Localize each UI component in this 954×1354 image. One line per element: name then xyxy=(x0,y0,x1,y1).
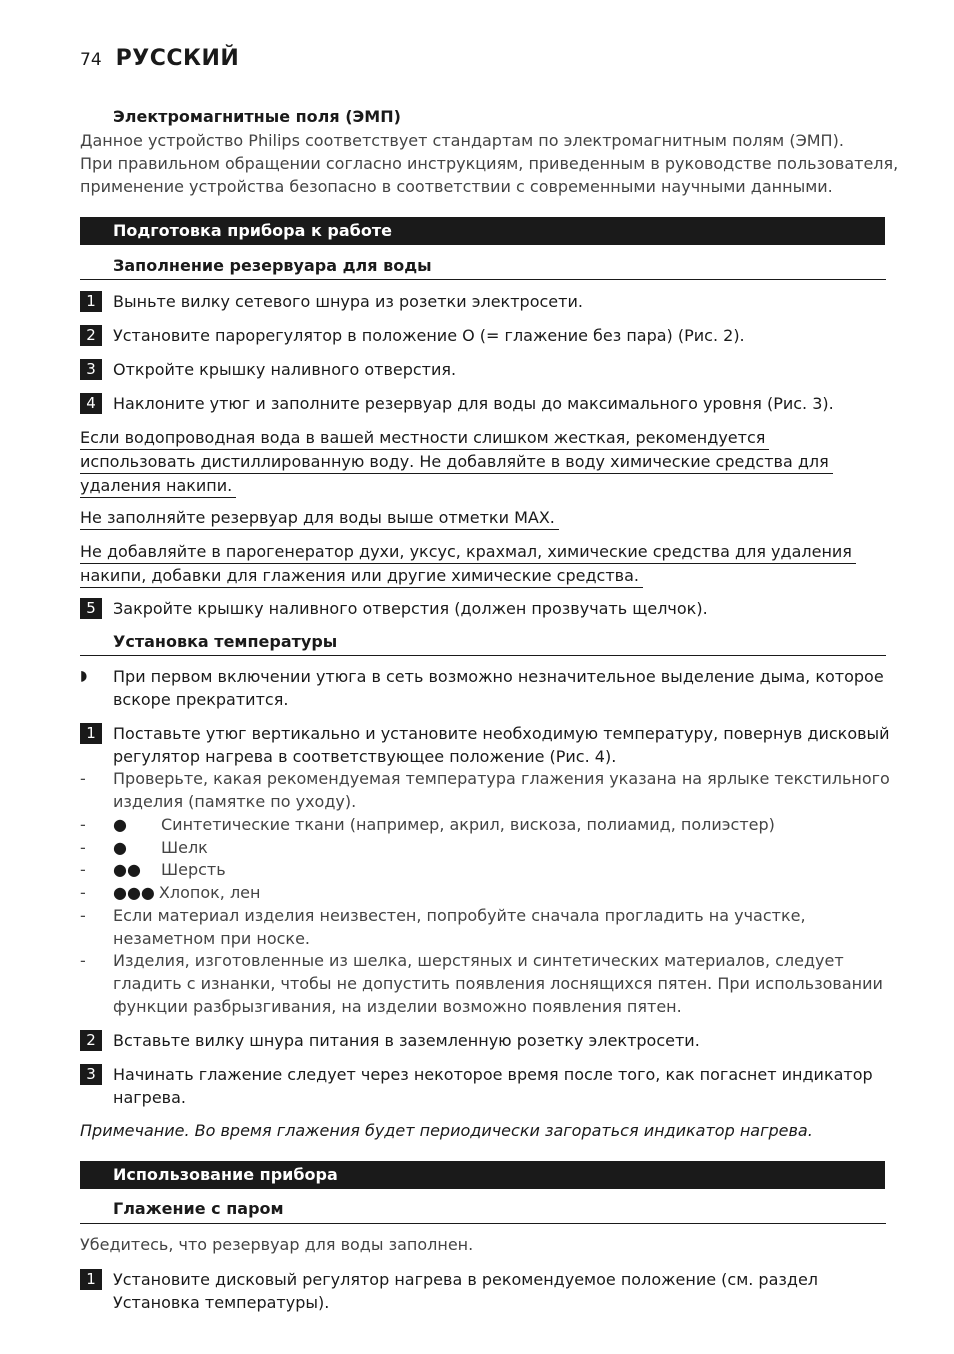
step-text: Установите дисковый регулятор нагрева в рекомендуемое положение (см. раздел Установка температуры). xyxy=(113,1270,819,1312)
step-text: Вставьте вилку шнура питания в заземленную розетку электросети. xyxy=(113,1031,700,1050)
dash-mark: - xyxy=(80,769,86,788)
emf-heading: Электромагнитные поля (ЭМП) xyxy=(113,107,401,126)
emf-line: Данное устройство Philips соответствует стандартам по электромагнитным полям (ЭМП). xyxy=(80,131,844,150)
dash-text: Проверьте, какая рекомендуемая температура глажения указана на ярлыке текстильного изделия (памятке по уходу). xyxy=(113,769,890,811)
step-4 xyxy=(80,392,890,415)
warning-hard-water xyxy=(80,426,833,498)
step-3 xyxy=(80,358,890,381)
subheading-steam-ironing: Глажение с паром xyxy=(113,1199,284,1218)
step-text: Поставьте утюг вертикально и установите необходимую температуру, повернув дисковый регулятор нагрева в соответствующее положение (Рис. 4). xyxy=(113,724,890,766)
dot-item xyxy=(80,881,890,904)
step-text: Закройте крышку наливного отверстия (должен прозвучать щелчок). xyxy=(113,599,708,618)
temp-step-3 xyxy=(80,1063,890,1109)
warning-additives xyxy=(80,540,856,588)
dash-mark: - xyxy=(80,951,86,970)
dot-label: Синтетические ткани (например, акрил, вискоза, полиамид, полиэстер) xyxy=(161,815,775,834)
use-step-1 xyxy=(80,1268,890,1314)
step-number: 2 xyxy=(80,1030,102,1051)
dash-mark: - xyxy=(80,815,86,834)
step-text: Начинать глажение следует через некоторое время после того, как погаснет индикатор нагрева. xyxy=(113,1065,873,1107)
divider xyxy=(80,655,886,656)
page-number: 74 xyxy=(80,50,102,70)
step-5 xyxy=(80,597,890,620)
emf-line: применение устройства безопасно в соответствии с современными научными данными. xyxy=(80,177,833,196)
emf-text xyxy=(80,129,900,198)
temperature-dots-icon: ●●● xyxy=(113,883,155,902)
dot-label: Хлопок, лен xyxy=(158,883,261,902)
temperature-dots-icon: ●● xyxy=(113,860,141,879)
dash-mark: - xyxy=(80,883,86,902)
step-number: 1 xyxy=(80,723,102,744)
emf-line: При правильном обращении согласно инструкциям, приведенным в руководстве пользователя, xyxy=(80,154,899,173)
step-text: Выньте вилку сетевого шнура из розетки электросети. xyxy=(113,292,583,311)
warning-line: удаления накипи. xyxy=(80,474,236,498)
dash-text: Если материал изделия неизвестен, попробуйте сначала прогладить на участке, незаметном при носке. xyxy=(113,906,806,948)
step-number: 1 xyxy=(80,1269,102,1290)
dot-item xyxy=(80,813,890,836)
divider xyxy=(80,279,886,280)
temp-step-1 xyxy=(80,722,890,768)
step-1 xyxy=(80,290,890,313)
temp-step-2 xyxy=(80,1029,890,1052)
step-text: Наклоните утюг и заполните резервуар для воды до максимального уровня (Рис. 3). xyxy=(113,394,834,413)
bullet-smoke-note xyxy=(80,665,890,711)
step-text: Откройте крышку наливного отверстия. xyxy=(113,360,457,379)
warning-line: Если водопроводная вода в вашей местности слишком жесткая, рекомендуется xyxy=(80,426,769,450)
dot-item xyxy=(80,836,890,859)
temperature-dots-icon: ● xyxy=(113,838,127,857)
language-title: РУССКИЙ xyxy=(115,46,240,71)
subheading-fill-tank: Заполнение резервуара для воды xyxy=(113,256,432,275)
dot-label: Шелк xyxy=(161,838,208,857)
temperature-dots-icon: ● xyxy=(113,815,127,834)
note: Примечание. Во время глажения будет периодически загораться индикатор нагрева. xyxy=(80,1121,813,1140)
intro-text: Убедитесь, что резервуар для воды заполнен. xyxy=(80,1235,474,1254)
step-number: 2 xyxy=(80,325,102,346)
dash-mark: - xyxy=(80,860,86,879)
step-number: 1 xyxy=(80,291,102,312)
dot-label: Шерсть xyxy=(161,860,226,879)
dash-item xyxy=(80,904,890,950)
warning-max xyxy=(80,506,559,530)
step-number: 3 xyxy=(80,359,102,380)
section-bar-use: Использование прибора xyxy=(80,1161,885,1189)
warning-line: накипи, добавки для глажения или другие химические средства. xyxy=(80,564,643,588)
step-number: 4 xyxy=(80,393,102,414)
warning-line: использовать дистиллированную воду. Не добавляйте в воду химические средства для xyxy=(80,450,833,474)
section-bar-preparation: Подготовка прибора к работе xyxy=(80,217,885,245)
step-number: 3 xyxy=(80,1064,102,1085)
dash-item xyxy=(80,949,890,1018)
step-number: 5 xyxy=(80,598,102,619)
dot-item xyxy=(80,858,890,881)
step-text: Установите парорегулятор в положение O (= глажение без пара) (Рис. 2). xyxy=(113,326,745,345)
bullet-text: При первом включении утюга в сеть возможно незначительное выделение дыма, которое вскоре прекратится. xyxy=(113,667,884,709)
dash-item xyxy=(80,767,890,813)
warning-line: Не заполняйте резервуар для воды выше отметки MAX. xyxy=(80,506,559,530)
divider xyxy=(80,1223,886,1224)
step-2 xyxy=(80,324,890,347)
dash-mark: - xyxy=(80,838,86,857)
warning-line: Не добавляйте в парогенератор духи, уксус, крахмал, химические средства для удаления xyxy=(80,540,856,564)
page-header xyxy=(80,46,239,76)
dash-mark: - xyxy=(80,906,86,925)
bullet-icon: ◗ xyxy=(80,668,88,684)
dash-text: Изделия, изготовленные из шелка, шерстяных и синтетических материалов, следует гладить с изнанки, чтобы не допустить появления лоснящихся пятен. При использовании функции разбрызгивания, на изделии возможно появления пятен. xyxy=(113,951,883,1016)
subheading-temperature: Установка температуры xyxy=(113,632,338,651)
